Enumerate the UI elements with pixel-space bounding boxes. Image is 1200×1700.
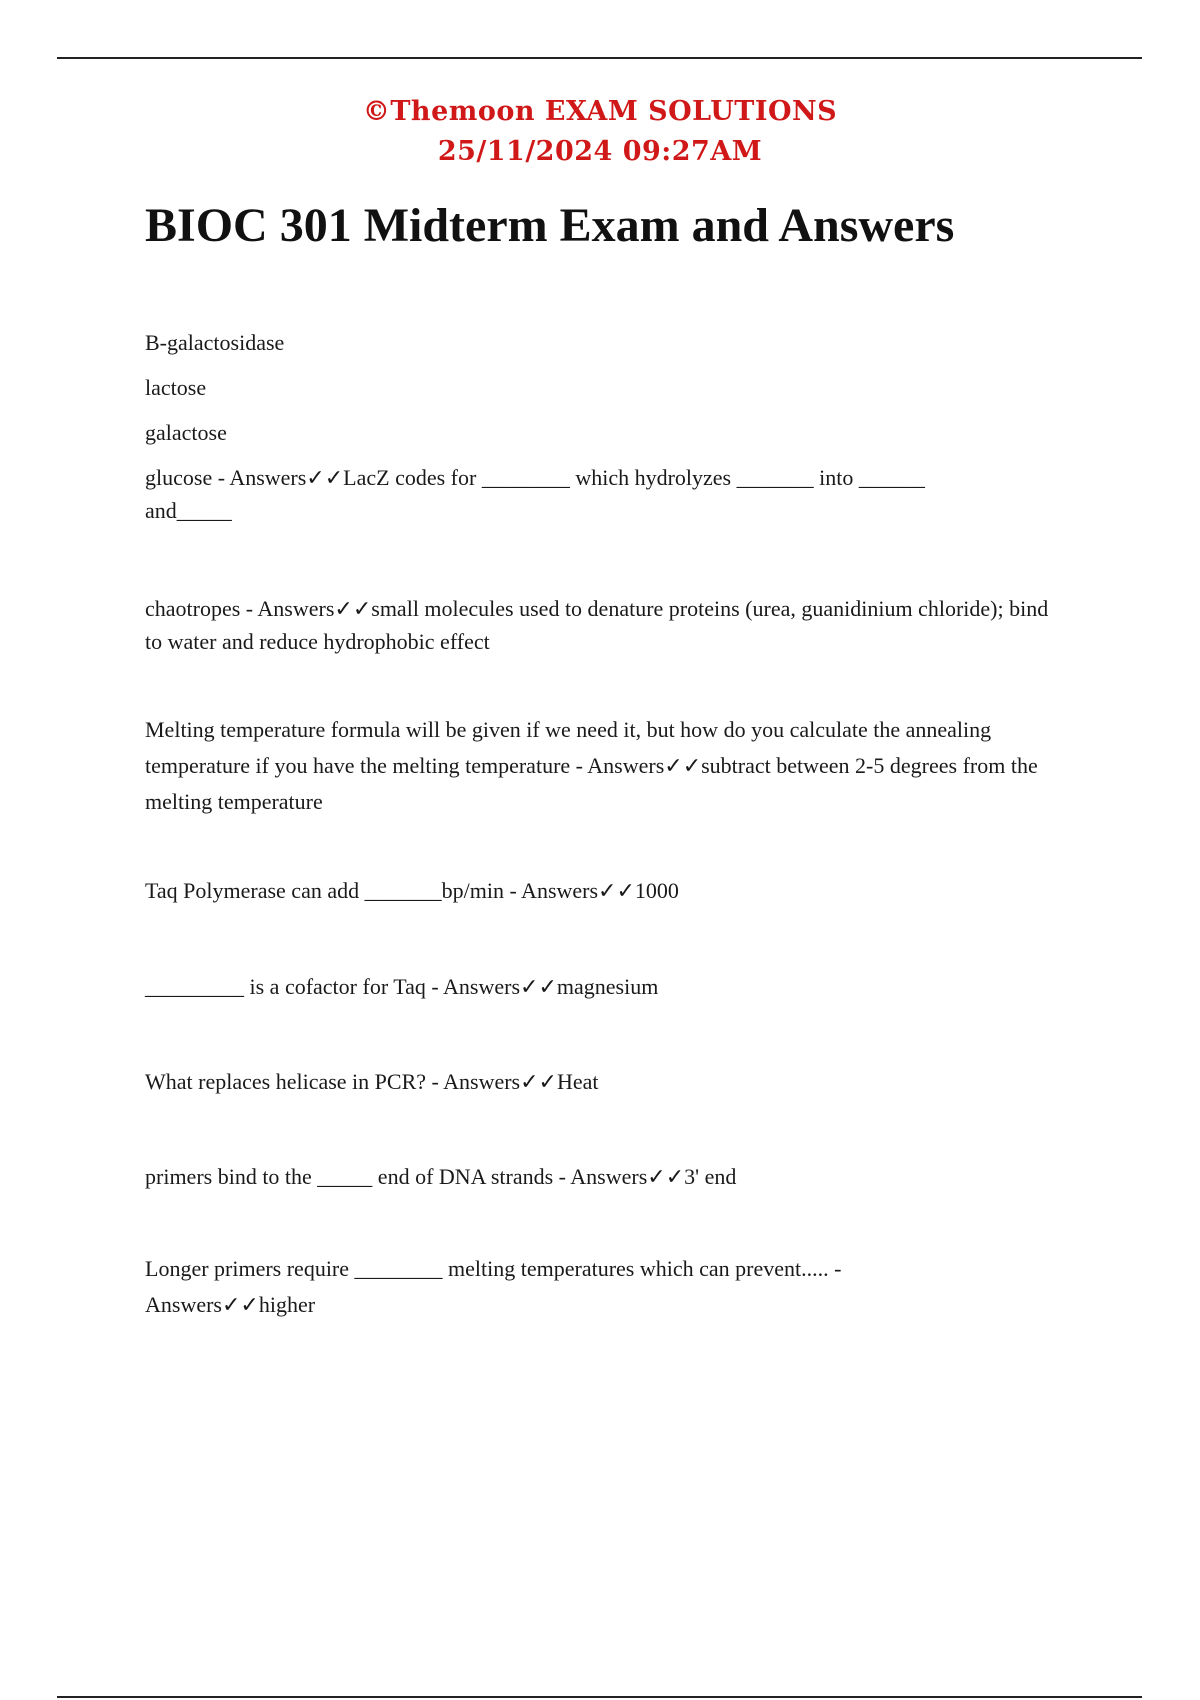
qa-text: glucose - Answers✓✓LacZ codes for ________ which hydrolyzes _______ into ______ and_____ (145, 465, 925, 523)
qa-item-3 (145, 712, 1065, 820)
qa-text: What replaces helicase in PCR? - Answers✓✓Heat (145, 1069, 599, 1094)
qa-item-8 (145, 1251, 1065, 1323)
qa-text: Melting temperature formula will be given if we need it, but how do you calculate the annealing temperature if you have the melting temperature - Answers✓✓subtract between 2-5 degrees from the melting temperature (145, 717, 1038, 814)
qa-item-4 (145, 874, 1065, 907)
qa-text: Longer primers require ________ melting temperatures which can prevent..... - Answers✓✓higher (145, 1256, 842, 1317)
bottom-rule (57, 1696, 1142, 1698)
timestamp-text: 25/11/2024 09:27AM (437, 136, 763, 167)
copyright-text: ©Themoon EXAM SOLUTIONS (362, 96, 838, 127)
qa-item-6 (145, 1065, 1065, 1098)
qa-item-1 (145, 326, 1065, 527)
qa-text: Taq Polymerase can add _______bp/min - Answers✓✓1000 (145, 878, 679, 903)
qa-text: _________ is a cofactor for Taq - Answers✓✓magnesium (145, 974, 659, 999)
qa-text: chaotropes - Answers✓✓small molecules used to denature proteins (urea, guanidinium chloride); bind to water and reduce hydrophobic effect (145, 596, 1049, 654)
watermark-header (0, 92, 1200, 172)
qa-line: B-galactosidase (145, 330, 285, 355)
qa-text: primers bind to the _____ end of DNA strands - Answers✓✓3' end (145, 1164, 737, 1189)
top-rule (57, 57, 1142, 59)
document-title: BIOC 301 Midterm Exam and Answers (145, 199, 955, 252)
qa-item-5 (145, 970, 1065, 1003)
qa-line: lactose (145, 375, 207, 400)
qa-item-7 (145, 1160, 1065, 1193)
qa-line: galactose (145, 420, 227, 445)
qa-item-2 (145, 592, 1065, 658)
